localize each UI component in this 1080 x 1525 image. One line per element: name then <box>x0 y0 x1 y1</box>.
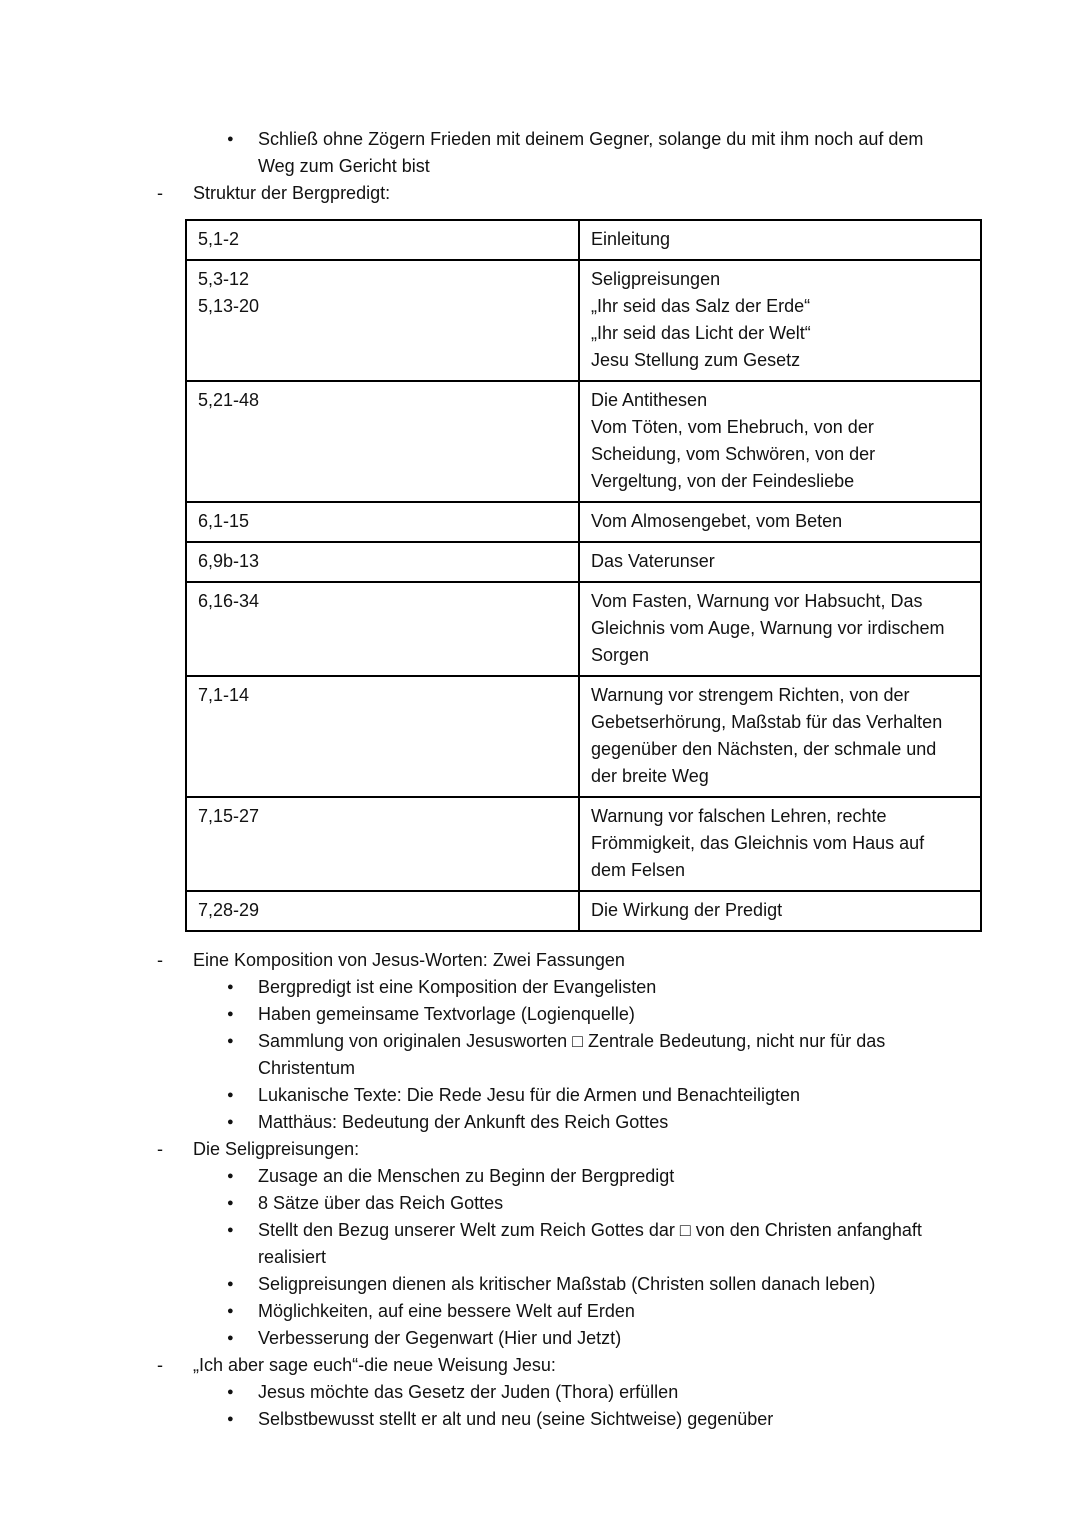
text-line: Scheidung, vom Schwören, von der <box>591 444 876 464</box>
table-cell-ref <box>186 676 579 797</box>
table-cell-content <box>579 260 981 381</box>
list-item-text <box>258 1271 1080 1298</box>
text-line: 5,3-12 <box>198 269 250 289</box>
text-line: Verbesserung der Gegenwart (Hier und Jetzt) <box>258 1328 622 1348</box>
bullet-icon: ● <box>227 1413 234 1425</box>
list-item-text <box>258 1406 1080 1433</box>
dash-icon: - <box>157 1139 163 1159</box>
text-line: Möglichkeiten, auf eine bessere Welt auf Erden <box>258 1301 635 1321</box>
table-cell-content <box>579 676 981 797</box>
section-heading <box>193 1352 1080 1379</box>
bullet-icon: ● <box>227 133 234 145</box>
dash-icon: - <box>157 183 163 203</box>
table-cell-content <box>579 891 981 931</box>
list-item <box>227 1190 1080 1217</box>
list-item <box>227 1082 1080 1109</box>
text-line: Bergpredigt ist eine Komposition der Evangelisten <box>258 977 657 997</box>
text-line: Lukanische Texte: Die Rede Jesu für die Armen und Benachteiligten <box>258 1085 801 1105</box>
list-item-text <box>258 126 1080 180</box>
section-heading <box>193 1136 1080 1163</box>
table-cell-ref <box>186 220 579 260</box>
text-line: Frömmigkeit, das Gleichnis vom Haus auf <box>591 833 925 853</box>
text-line: 5,21-48 <box>198 390 260 410</box>
text-line: 7,1-14 <box>198 685 250 705</box>
bullet-icon: ● <box>227 1035 234 1047</box>
list-item-text <box>258 1190 1080 1217</box>
table-cell-content <box>579 582 981 676</box>
bullet-icon: ● <box>227 1116 234 1128</box>
bullet-icon: ● <box>227 1197 234 1209</box>
bullet-icon: ● <box>227 1278 234 1290</box>
list-item <box>157 1352 1080 1379</box>
list-item <box>227 1001 1080 1028</box>
list-item <box>227 1298 1080 1325</box>
text-line: Jesus möchte das Gesetz der Juden (Thora) erfüllen <box>258 1382 679 1402</box>
list-item <box>227 1163 1080 1190</box>
text-line: dem Felsen <box>591 860 686 880</box>
bullet-icon: ● <box>227 1224 234 1236</box>
text-line: „Ihr seid das Licht der Welt“ <box>591 323 811 343</box>
table-row <box>186 891 981 931</box>
text-line: Christentum <box>258 1058 356 1078</box>
text-line: Vom Töten, vom Ehebruch, von der <box>591 417 874 437</box>
list-item <box>227 1379 1080 1406</box>
table-row <box>186 582 981 676</box>
list-item <box>157 947 1080 974</box>
text-line: realisiert <box>258 1247 327 1267</box>
list-item-text <box>258 1217 1080 1271</box>
table-cell-content <box>579 502 981 542</box>
text-line: Jesu Stellung zum Gesetz <box>591 350 801 370</box>
table-row <box>186 220 981 260</box>
text-line: 6,16-34 <box>198 591 260 611</box>
text-line: gegenüber den Nächsten, der schmale und <box>591 739 937 759</box>
table-row <box>186 542 981 582</box>
text-line: Haben gemeinsame Textvorlage (Logienquelle) <box>258 1004 635 1024</box>
text-line: Sorgen <box>591 645 650 665</box>
list-item-text <box>258 1325 1080 1352</box>
table-cell-ref <box>186 797 579 891</box>
table-cell-ref <box>186 502 579 542</box>
table-row <box>186 676 981 797</box>
section-heading <box>193 947 1080 974</box>
text-line: Gleichnis vom Auge, Warnung vor irdischem <box>591 618 945 638</box>
list-item-text <box>258 1082 1080 1109</box>
table-cell-ref <box>186 542 579 582</box>
text-line: 6,1-15 <box>198 511 250 531</box>
bullet-icon: ● <box>227 1332 234 1344</box>
text-line: Die Wirkung der Predigt <box>591 900 783 920</box>
list-item-text <box>258 974 1080 1001</box>
list-item-text <box>258 1001 1080 1028</box>
text-line: Vergeltung, von der Feindesliebe <box>591 471 855 491</box>
list-item <box>227 1325 1080 1352</box>
text-line: „Ihr seid das Salz der Erde“ <box>591 296 811 316</box>
text-line: der breite Weg <box>591 766 709 786</box>
table-row <box>186 381 981 502</box>
text-line: 6,9b-13 <box>198 551 260 571</box>
list-item-text <box>258 1109 1080 1136</box>
text-line: Einleitung <box>591 229 671 249</box>
text-line: Sammlung von originalen Jesusworten □ Zentrale Bedeutung, nicht nur für das <box>258 1031 886 1051</box>
list-item <box>227 1271 1080 1298</box>
bullet-icon: ● <box>227 1170 234 1182</box>
dash-icon: - <box>157 1355 163 1375</box>
text-line: Eine Komposition von Jesus-Worten: Zwei Fassungen <box>193 950 625 970</box>
table-cell-content <box>579 797 981 891</box>
list-item <box>227 974 1080 1001</box>
list-item <box>227 1406 1080 1433</box>
list-item <box>157 180 1080 207</box>
list-item-text <box>258 1028 1080 1082</box>
table-cell-ref <box>186 260 579 381</box>
list-item <box>227 1217 1080 1271</box>
list-item-text <box>258 1163 1080 1190</box>
table-cell-content <box>579 220 981 260</box>
bullet-icon: ● <box>227 1089 234 1101</box>
bullet-icon: ● <box>227 1305 234 1317</box>
table-row <box>186 260 981 381</box>
list-item-text <box>258 1298 1080 1325</box>
text-line: Gebetserhörung, Maßstab für das Verhalten <box>591 712 943 732</box>
list-item <box>227 1109 1080 1136</box>
table-cell-ref <box>186 891 579 931</box>
text-line: Warnung vor falschen Lehren, rechte <box>591 806 887 826</box>
text-line: Struktur der Bergpredigt: <box>193 183 391 203</box>
text-line: Weg zum Gericht bist <box>258 156 430 176</box>
text-line: Seligpreisungen <box>591 269 721 289</box>
bullet-icon: ● <box>227 1008 234 1020</box>
section-heading <box>193 180 1080 207</box>
text-line: Selbstbewusst stellt er alt und neu (seine Sichtweise) gegenüber <box>258 1409 774 1429</box>
text-line: Vom Almosengebet, vom Beten <box>591 511 843 531</box>
text-line: Stellt den Bezug unserer Welt zum Reich Gottes dar □ von den Christen anfanghaft <box>258 1220 922 1240</box>
table-row <box>186 797 981 891</box>
table-row <box>186 502 981 542</box>
text-line: Zusage an die Menschen zu Beginn der Bergpredigt <box>258 1166 675 1186</box>
text-line: Die Antithesen <box>591 390 708 410</box>
struktur-table <box>185 219 982 932</box>
text-line: 5,13-20 <box>198 296 260 316</box>
table-cell-ref <box>186 381 579 502</box>
list-item <box>227 1028 1080 1082</box>
text-line: Warnung vor strengem Richten, von der <box>591 685 910 705</box>
table-cell-content <box>579 381 981 502</box>
dash-icon: - <box>157 950 163 970</box>
text-line: 5,1-2 <box>198 229 240 249</box>
text-line: Schließ ohne Zögern Frieden mit deinem Gegner, solange du mit ihm noch auf dem <box>258 129 924 149</box>
bullet-icon: ● <box>227 1386 234 1398</box>
text-line: Vom Fasten, Warnung vor Habsucht, Das <box>591 591 923 611</box>
text-line: Seligpreisungen dienen als kritischer Maßstab (Christen sollen danach leben) <box>258 1274 876 1294</box>
text-line: Die Seligpreisungen: <box>193 1139 360 1159</box>
text-line: Das Vaterunser <box>591 551 715 571</box>
list-item <box>157 1136 1080 1163</box>
bullet-icon: ● <box>227 981 234 993</box>
text-line: Matthäus: Bedeutung der Ankunft des Reich Gottes <box>258 1112 669 1132</box>
list-item-text <box>258 1379 1080 1406</box>
text-line: „Ich aber sage euch“-die neue Weisung Jesu: <box>193 1355 556 1375</box>
list-item <box>227 126 1080 180</box>
text-line: 7,28-29 <box>198 900 260 920</box>
text-line: 7,15-27 <box>198 806 260 826</box>
text-line: 8 Sätze über das Reich Gottes <box>258 1193 504 1213</box>
table-cell-content <box>579 542 981 582</box>
table-cell-ref <box>186 582 579 676</box>
